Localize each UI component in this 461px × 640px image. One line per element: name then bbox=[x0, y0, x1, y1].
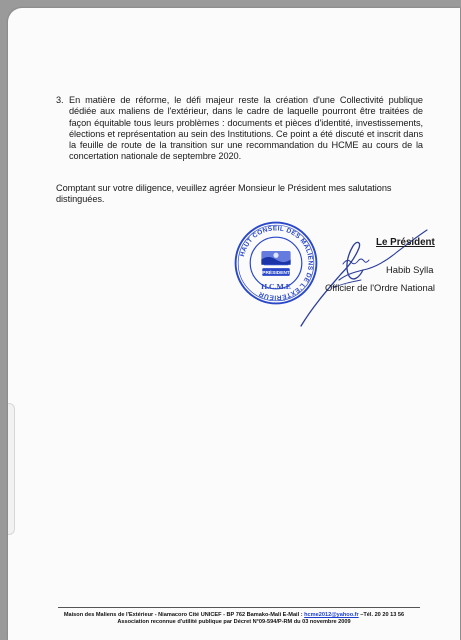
footer-decree-line: Association reconnue d'utilité publique par Décret N°09-594/P-RM du 03 novembre 2009 bbox=[117, 619, 351, 626]
stamp-emblem bbox=[261, 251, 290, 265]
stamp-bottom-text: H.C.M.E bbox=[261, 281, 291, 291]
signatory-title: Le Président bbox=[376, 237, 435, 248]
footer-phone: –Tél. 20 20 13 56 bbox=[358, 612, 405, 618]
paragraph-number: 3. bbox=[56, 95, 64, 105]
page-edge-shadow bbox=[8, 403, 15, 535]
letter-footer bbox=[8, 612, 460, 626]
paragraph-3-text: En matière de réforme, le défi majeur reste la création d'une Collectivité publique dédiée aux maliens de l'extérieur, dans le cadre de laquelle pourront être traitées de façon équitable tous leurs problèmes : documents et pièces d'identité, investissements, élections et représentation au sein des Institutions. Ce point a été discuté et inscrit dans la feuille de route de la transition sur une recommandation du HCME au cours de la concertation nationale de septembre 2020. bbox=[69, 95, 423, 162]
letter-page bbox=[8, 8, 460, 640]
stamp-center-label: PRÉSIDENT bbox=[262, 271, 290, 277]
footer-address-line bbox=[8, 612, 460, 619]
footer-email-link[interactable]: hcme2012@yahoo.fr bbox=[304, 612, 359, 618]
closing-formula: Comptant sur votre diligence, veuillez agréer Monsieur le Président mes salutations distinguées. bbox=[56, 183, 392, 205]
signatory-name: Habib Sylla bbox=[386, 264, 434, 275]
footer-address: Maison des Maliens de l'Extérieur - Niamacoro Cité UNICEF - BP 762 Bamako-Mali E-Mail : bbox=[63, 612, 305, 618]
signatory-rank: Officier de l'Ordre National bbox=[325, 282, 435, 293]
footer-divider bbox=[58, 607, 420, 608]
stamp-ring-text: HAUT CONSEIL DES MALIENS DE L'EXTÉRIEUR bbox=[238, 225, 314, 301]
